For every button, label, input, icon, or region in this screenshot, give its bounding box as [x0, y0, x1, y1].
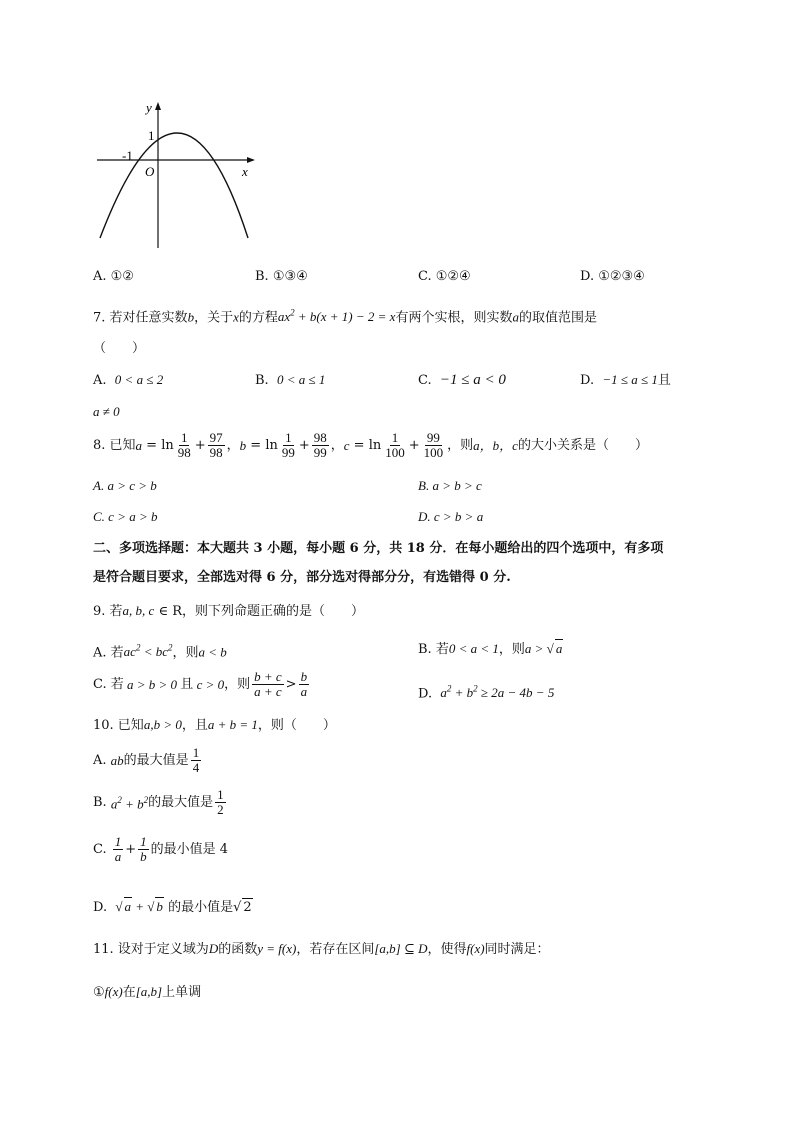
q10-a-text: 的最大值是 — [123, 752, 189, 768]
q8-frac: $\frac{1}{100}$ — [385, 430, 405, 460]
q10-d-text: 的最小值是 — [168, 900, 234, 915]
q7-option-b — [255, 371, 325, 390]
q7-text-4: 有两个实根，则实数 — [395, 310, 513, 326]
q7-option-c — [418, 371, 506, 390]
q10-c-label: C. — [93, 841, 107, 857]
q8-frac: $\frac{98}{99}$ — [313, 430, 327, 460]
tick-neg-one-label: -1 — [122, 148, 133, 163]
q11-item-1: ①f(x)在[a,b]上单调 — [93, 984, 202, 1000]
section2-line-2: 是符合题目要求，全部选对得 6 分，部分选对得部分分，有选错得 0 分. — [93, 570, 511, 585]
q11-stem: 11. 设对于定义域为D的函数y = f(x)，若存在区间[a,b] ⊆ D，使得f(x)同时满足： — [93, 941, 550, 957]
q11-text-e: 同时满足： — [484, 942, 550, 957]
q9-stem: 9. 若a, b, c ∈ R，则下列命题正确的是（ ） — [93, 603, 365, 619]
q7-b-label: B. — [255, 373, 269, 388]
q11-text-a: 11. 设对于定义域为 — [93, 942, 209, 957]
q7-text-3: 的方程 — [238, 310, 278, 326]
q7-text-1: 若对任意实数 — [109, 310, 188, 326]
parabola-graph — [90, 98, 260, 258]
y-axis-arrow — [155, 102, 161, 110]
q9-option-b: B. 若0 < a < 1，则a > √ a — [418, 641, 563, 657]
q7-d-tail: 且 — [657, 373, 671, 388]
q9-option-c: C. 若 a > b > 0 且 c > 0 ，则 $\frac{b + c}{a + c}$ > $\frac{b}{a}$ — [93, 669, 308, 699]
q8-tail-2: 的大小关系是（ ） — [517, 437, 648, 453]
q9-option-a: A. 若$ac^2 < bc^2$，则a < b — [93, 643, 227, 661]
q10-stem: 10. 已知a,b > 0，且a + b = 1，则（ ） — [93, 717, 336, 733]
q7-equation: $ax^2 + b(x + 1) - 2 = x$ — [277, 308, 396, 325]
q9-stem-b: ，则下列命题正确的是（ ） — [182, 604, 365, 619]
q9-b-tail: ，则 — [498, 642, 525, 657]
q10-stem-c: ，则（ ） — [257, 718, 336, 733]
q9-c-tail: ，则 — [224, 676, 251, 692]
q7-option-a — [93, 371, 163, 390]
origin-label: O — [145, 164, 155, 179]
q6-option-b: B. ①③④ — [255, 269, 308, 284]
q9-option-d: D. $a^2 + b^2 \ge 2a - 4b - 5$ — [418, 684, 555, 702]
q8-option-a: A. a > c > b — [93, 478, 157, 493]
q7-text-5: 的取值范围是 — [518, 310, 597, 326]
q7-d-label: D. — [580, 373, 595, 388]
q11-item-1-number: ① — [93, 985, 105, 1000]
q8-option-b: B. a > b > c — [418, 478, 482, 493]
q10-c-text: 的最小值是 4 — [150, 841, 229, 857]
q10-b-label: B. — [93, 794, 107, 810]
y-axis-label: y — [146, 100, 152, 115]
q10-stem-a: 10. 已知 — [93, 718, 144, 733]
q6-option-a: A. ①② — [93, 269, 134, 284]
x-axis-arrow — [247, 157, 255, 163]
q8-frac: $\frac{97}{98}$ — [209, 430, 223, 460]
q10-option-b: B. $a^2 + b^2$ 的最大值是 $\frac{1}{2}$ — [93, 787, 224, 817]
q6-option-c: C. ①②④ — [418, 269, 471, 284]
q10-option-a: A. ab 的最大值是 $\frac{1}{4}$ — [93, 745, 200, 775]
q11-text-d: ，使得 — [427, 942, 467, 957]
q7-b-value: 0 < a ≤ 1 — [276, 372, 326, 387]
q7-c-label: C. — [418, 373, 432, 388]
q8-option-c: C. c > a > b — [93, 509, 158, 524]
q8-option-d: D. c > b > a — [418, 509, 484, 524]
q7-a-label: A. — [93, 373, 107, 388]
q9-c-label: C. 若 — [93, 676, 124, 692]
q8-frac: $\frac{99}{100}$ — [423, 430, 444, 460]
q8-number: 8. 已知 — [93, 437, 136, 453]
q7-c-value: −1 ≤ a < 0 — [439, 372, 506, 388]
q11-item-1-text: 在 — [122, 985, 136, 1000]
q9-b-label: B. 若 — [418, 642, 449, 657]
q7-option-d-cont: a ≠ 0 — [93, 404, 120, 419]
q11-item-1-tail: 上单调 — [162, 985, 202, 1000]
q7-option-d — [580, 371, 671, 390]
q8-tail: ，则 — [447, 437, 474, 453]
q10-d-label: D. — [93, 900, 108, 915]
x-axis-label: x — [242, 164, 248, 179]
tick-one-label: 1 — [148, 128, 155, 143]
q9-a-label: A. 若 — [93, 645, 124, 661]
q10-stem-b: ，且 — [181, 718, 208, 733]
q7-number: 7. — [93, 310, 106, 326]
q10-option-d: D. √ a + √ b 的最小值是√ 2 — [93, 899, 252, 915]
q7-stem: 7. 若对任意实数b，关于x的方程$ax^2 + b(x + 1) - 2 = x$有两个实根，则实数a的取值范围是 — [93, 308, 597, 326]
q11-text-b: 的函数 — [218, 942, 258, 957]
q9-a-tail: ，则 — [172, 645, 199, 661]
q7-d-value: −1 ≤ a ≤ 1 — [602, 372, 658, 387]
q10-b-text: 的最大值是 — [148, 794, 214, 810]
q8-frac: $\frac{1}{98}$ — [177, 430, 191, 460]
q9-stem-a: 9. 若 — [93, 604, 123, 619]
section2-line-1: 二、多项选择题：本大题共 3 小题，每小题 6 分，共 18 分．在每小题给出的四个选项中，有多项 — [93, 541, 664, 556]
q8-stem: 8. 已知 a = ln $\frac{1}{98}$ + $\frac{97}{98}$ ， b = ln $\frac{1}{99}$ + $\frac{98}{99}$ ， c = ln $\frac{1}{100}$ + $\frac{99}{100}$ ，则 a，b，c 的大小关系是（ ） — [93, 430, 648, 460]
q10-a-label: A. — [93, 752, 107, 768]
q7-text-2: ，关于 — [194, 310, 234, 326]
q11-text-c: ，若存在区间 — [296, 942, 375, 957]
q9-d-label: D. — [418, 686, 433, 702]
q6-option-d: D. ①②③④ — [580, 269, 645, 284]
q7-blank: （ ） — [93, 341, 146, 356]
q8-frac: $\frac{1}{99}$ — [281, 430, 295, 460]
q9-c-mid: 且 — [180, 676, 194, 692]
q10-option-c: C. $\frac{1}{a}$ + $\frac{1}{b}$ 的最小值是 4 — [93, 834, 229, 864]
q7-a-value: 0 < a ≤ 2 — [114, 372, 164, 387]
